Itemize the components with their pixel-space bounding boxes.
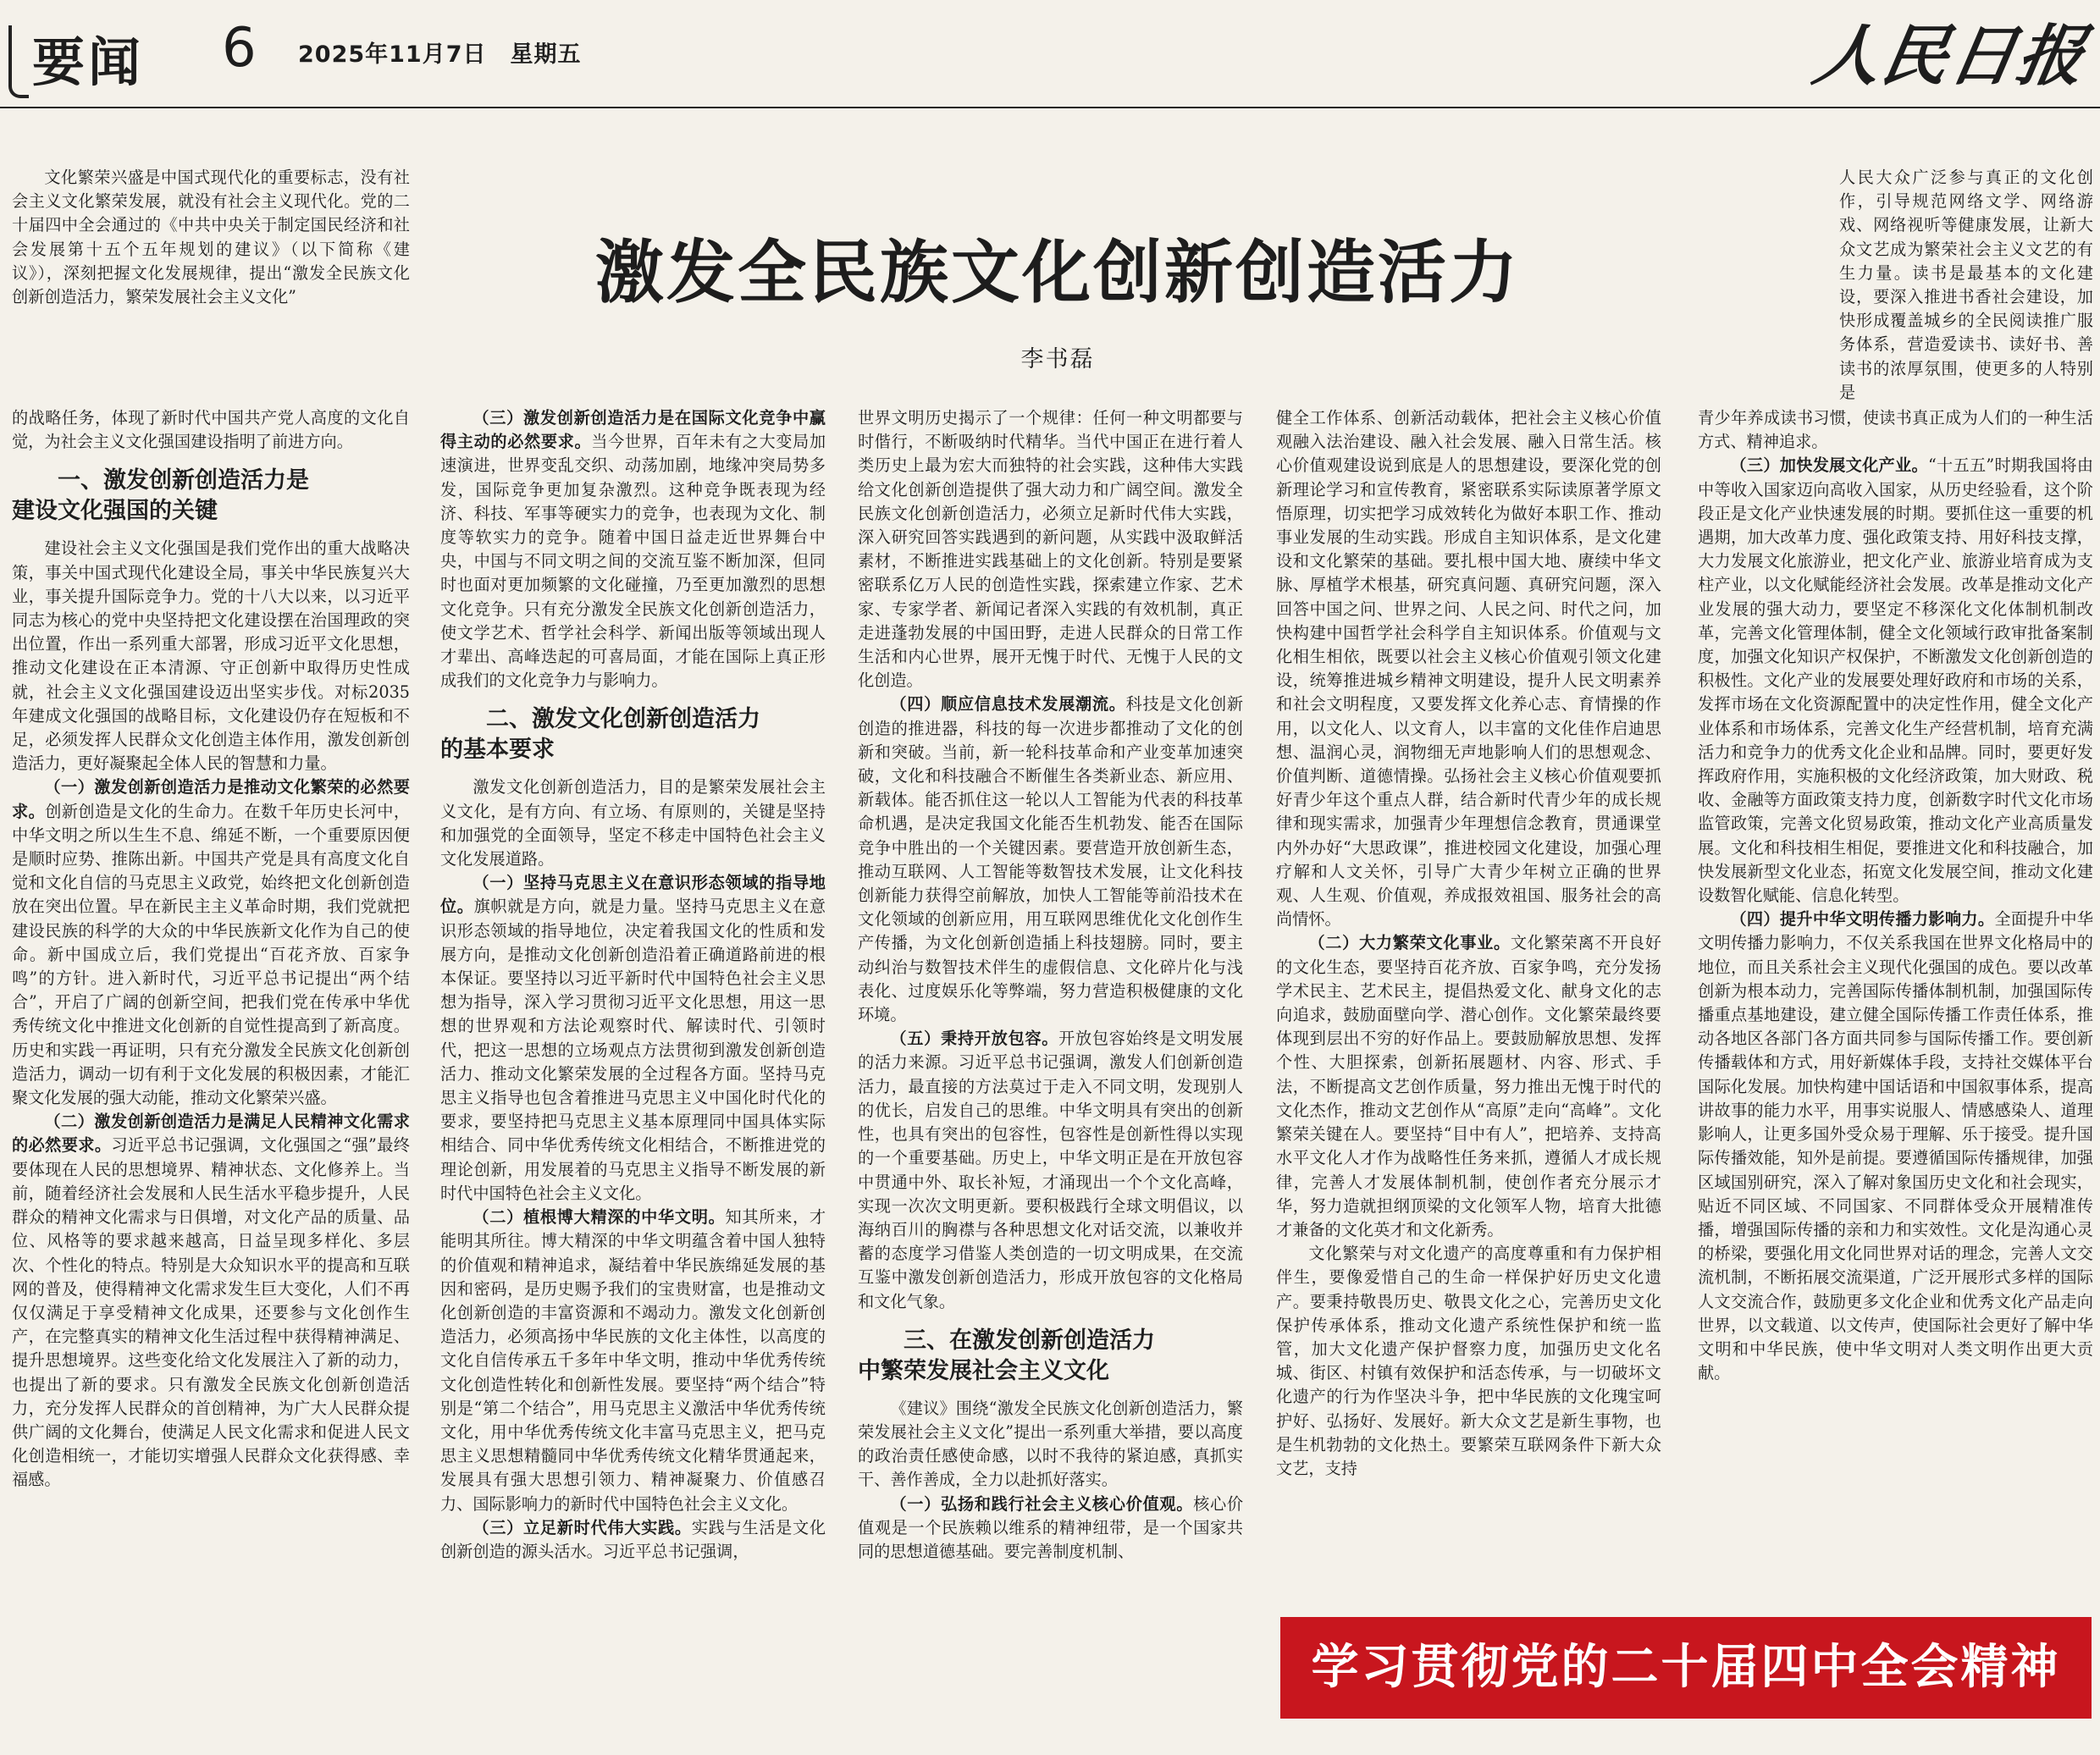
paragraph-text: 核心价值观是一个民族赖以维系的精神纽带，是一个国家共同的思想道德基础。要完善制度机制、	[858, 1493, 1244, 1561]
paragraph-text: 创新创造是文化的生命力。在数千年历史长河中，中华文明之所以生生不息、绵延不断，一个重要原因便是顺时应势、推陈出新。中国共产党是具有高度文化自觉和文化自信的马克思主义政党，始终把文化创新创造放在突出位置。早在新民主主义革命时期，我们党就把建设民族的科学的大众的中华民族新文化作为自己的使命。新中国成立后，我们党提出“百花齐放、百家争鸣”的方针。进入新时代，习近平总书记提出“两个结合”，开启了广阔的创新空间，把我们党在传承中华优秀传统文化中推进文化创新的自觉性提高到了新高度。历史和实践一再证明，只有充分激发全民族文化创新创造活力，调动一切有利于文化发展的积极因素，才能汇聚文化发展的强大动能，推动文化繁荣兴盛。	[12, 801, 411, 1108]
subsection-heading: （三）立足新时代伟大实践。	[472, 1517, 692, 1537]
column-5	[1698, 406, 2093, 1385]
paragraph: 健全工作体系、创新活动载体，把社会主义核心价值观融入法治建设、融入社会发展、融入日常生活。核心价值观建设说到底是人的思想建设，要深化党的创新理论学习和宣传教育，紧密联系实际读原著学原文悟原理，切实把学习成效转化为做好本职工作、推动事业发展的生动实践。形成自主知识体系，是文化建设和文化繁荣的基础。要扎根中国大地、赓续中华文脉、厚植学术根基，研究真问题、真研究问题，深入回答中国之问、世界之问、人民之问、时代之问，加快构建中国哲学社会科学自主知识体系。价值观与文化相生相依，既要以社会主义核心价值观引领文化建设，统筹推进城乡精神文明建设，提升人民文明素养和社会文明程度，又要发挥文化养心志、育情操的作用，以文化人、以文育人，以丰富的文化佳作启迪思想、温润心灵，润物细无声地影响人们的思想观念、价值判断、道德情操。弘扬社会主义核心价值观要抓好青少年这个重点人群，结合新时代青少年的成长规律和现实需求，加强青少年理想信念教育，贯通课堂内外办好“大思政课”，推进校园文化建设，加强心理疗解和人文关怀，引导广大青少年树立正确的世界观、人生观、价值观，养成报效祖国、服务社会的高尚情怀。	[1276, 408, 1661, 930]
column-3	[858, 406, 1243, 1564]
paragraph	[440, 871, 826, 1206]
paragraph	[440, 1516, 826, 1564]
page-number: 6	[222, 17, 257, 80]
section-heading-line: 二、激发文化创新创造活力	[486, 706, 760, 733]
column-4	[1276, 406, 1661, 1481]
paragraph	[858, 693, 1243, 1027]
paragraph	[440, 406, 826, 693]
paragraph-text: 科技是文化创新创造的推进器，科技的每一次进步都推动了文化的创新和突破。当前，新一轮科技革命和产业变革加速突破，文化和科技融合不断催生各类新业态、新应用、新载体。能否抓住这一轮以人工智能为代表的科技革命机遇，是决定我国文化能否生机勃发、能否在国际竞争中胜出的一个关键因素。要营造开放创新生态，推动互联网、人工智能等数智技术发展，让文化科技创新能力获得空前解放，加快人工智能等前沿技术在文化领域的创新应用，用互联网思维优化文化创作生产传播，为文化创新创造插上科技翅膀。同时，要主动纠治与数智技术伴生的虚假信息、文化碎片化与浅表化、过度娱乐化等弊端，努力营造积极健康的文化环境。	[858, 694, 1244, 1025]
column-banner: 学习贯彻党的二十届四中全会精神	[1280, 1617, 2092, 1719]
subsection-heading: （四）顺应信息技术发展潮流。	[890, 694, 1126, 715]
section-heading-1	[12, 466, 410, 527]
paragraph	[12, 775, 410, 1110]
header-rule	[0, 107, 2100, 108]
subsection-heading: （五）秉持开放包容。	[890, 1029, 1059, 1049]
paragraph: 的战略任务，体现了新时代中国共产党人高度的文化自觉，为社会主义文化强国建设指明了前进方向。	[12, 408, 410, 452]
intro-right-text: 人民大众广泛参与真正的文化创作，引导规范网络文学、网络游戏、网络视听等健康发展，让新大众文艺成为繁荣社会主义文艺的有生力量。读书是最基本的文化建设，要深入推进书香社会建设，加快形成覆盖城乡的全民阅读推广服务体系，营造爱读书、读好书、善读书的浓厚氛围，使更多的人特别是	[1839, 168, 2093, 402]
section-heading-line: 建设文化强国的关键	[12, 498, 218, 525]
column-1	[12, 406, 410, 1493]
newspaper-logo: 人民日报	[1807, 18, 2092, 95]
paragraph-text: “十五五”时期我国将由中等收入国家迈向高收入国家，从历史经验看，这个阶段正是文化产业快速发展的时期。要抓住这一重要的机遇期，加大改革力度、强化政策支持、用好科技支撑，大力发展文化旅游业，把文化产业、旅游业培育成为支柱产业，以文化赋能经济社会发展。改革是推动文化产业发展的强大动力，要坚定不移深化文化体制机制改革，完善文化管理体制，健全文化领域行政审批备案制度，加强文化知识产权保护，不断激发文化创新创造的积极性。文化产业的发展要处理好政府和市场的关系，发挥市场在文化资源配置中的决定性作用，健全文化产业体系和市场体系，完善文化生产经营机制，培育充满活力和竞争力的优秀文化企业和品牌。同时，要更好发挥政府作用，实施积极的文化经济政策，加大财政、税收、金融等方面政策支持力度，创新数字时代文化市场监管政策，完善文化贸易政策，推动文化产业高质量发展。文化和科技相生相促，要推进文化和科技融合，加快发展新型文化业态，拓宽文化发展空间，推动文化建设数智化赋能、信息化转型。	[1698, 455, 2094, 906]
paragraph	[1276, 931, 1661, 1242]
paragraph-text: 习近平总书记强调，文化强国之“强”最终要体现在人民的思想境界、精神状态、文化修养上。当前，随着经济社会发展和人民生活水平稳步提升，人民群众的精神文化需求与日俱增，对文化产品的质量、品位、风格等的要求越来越高，日益呈现多样化、多层次、个性化的特点。特别是大众知识水平的提高和互联网的普及，使得精神文化需求发生巨大变化，人们不再仅仅满足于享受精神文化成果，还要参与文化创作生产，在完整真实的精神文化生活过程中获得精神满足、提升思想境界。这些变化给文化发展注入了新的动力，也提出了新的要求。只有激发全民族文化创新创造活力，充分发挥人民群众的首创精神，为广大人民群众提供广阔的文化舞台，使满足人民文化需求和促进人民文化创造相统一，才能切实增强人民群众文化获得感、幸福感。	[12, 1135, 410, 1490]
section-bracket	[8, 25, 29, 98]
paragraph	[440, 1206, 826, 1516]
paragraph	[12, 1110, 410, 1492]
paragraph-text: 当今世界，百年未有之大变局加速演进，世界变乱交织、动荡加剧，地缘冲突局势多发，国际竞争更加复杂激烈。这种竞争既表现为经济、科技、军事等硬实力的竞争，也表现为文化、制度等软实力的竞争。随着中国日益走近世界舞台中央，中国与不同文明之间的交流互鉴不断加深，但同时也面对更加频繁的文化碰撞，乃至更加激烈的思想文化竞争。只有充分激发全民族文化创新创造活力，使文学艺术、哲学社会科学、新闻出版等领域出现人才辈出、高峰迭起的可喜局面，才能在国际上真正形成我们的文化竞争力与影响力。	[440, 432, 826, 691]
section-heading-line: 的基本要求	[440, 737, 555, 764]
paragraph	[858, 1493, 1243, 1565]
section-heading-line: 中繁荣发展社会主义文化	[858, 1357, 1109, 1384]
paragraph	[1698, 454, 2093, 908]
intro-left	[12, 166, 410, 309]
subsection-heading: （三）加快发展文化产业。	[1730, 455, 1928, 476]
subsection-heading: （二）激发创新创造活力是满足人民精神文化需求的必然要求。	[12, 1112, 410, 1156]
section-heading-3	[858, 1326, 1243, 1387]
paragraph: 建设社会主义文化强国是我们党作出的重大战略决策，事关中国式现代化建设全局，事关中华民族复兴大业，事关提升国际竞争力。党的十八大以来，以习近平同志为核心的党中央坚持把文化建设摆在治国理政的突出位置，作出一系列重大部署，形成习近平文化思想，推动文化建设在正本清源、守正创新中取得历史性成就，社会主义文化强国建设迈出坚实步伐。对标2035年建成文化强国的战略目标，文化建设仍存在短板和不足，必须发挥人民群众文化创造主体作用，激发创新创造活力，更好凝聚起全体人民的智慧和力量。	[12, 538, 410, 774]
paragraph: 青少年养成读书习惯，使读书真正成为人们的一种生活方式、精神追求。	[1698, 408, 2093, 452]
subsection-heading: （一）激发创新创造活力是推动文化繁荣的必然要求。	[12, 777, 410, 821]
article-title: 激发全民族文化创新创造活力	[594, 234, 1520, 313]
column-2	[440, 406, 826, 1564]
paragraph-text: 旗帜就是方向，就是力量。坚持马克思主义在意识形态领域的指导地位，决定着我国文化的性质和发展方向，是推动文化创新创造沿着正确道路前进的根本保证。要坚持以习近平新时代中国特色社会主义思想为指导，深入学习贯彻习近平文化思想，用这一思想的世界观和方法论观察时代、解读时代、引领时代，把这一思想的立场观点方法贯彻到激发创新创造活力、推动文化繁荣发展的全过程各方面。坚持马克思主义指导也包含着推进马克思主义中国化时代化的要求，要坚持把马克思主义基本原理同中国具体实际相结合、同中华优秀传统文化相结合，不断推进党的理论创新，用发展着的马克思主义指导不断发展的新时代中国特色社会主义文化。	[440, 897, 826, 1203]
intro-right	[1839, 166, 2093, 405]
subsection-heading: （一）弘扬和践行社会主义核心价值观。	[890, 1493, 1194, 1514]
paragraph: 文化繁荣与对文化遗产的高度尊重和有力保护相伴生，要像爱惜自己的生命一样保护好历史文化遗产。要秉持敬畏历史、敬畏文化之心，完善历史文化保护传承体系，推动文化遗产系统性保护和统一监管，加大文化遗产保护督察力度，加强历史文化名城、街区、村镇有效保护和活态传承，与一切破坏文化遗产的行为作坚决斗争，把中华民族的文化瑰宝呵护好、弘扬好、发展好。新大众文艺是新生事物，也是生机勃勃的文化热土。要繁荣互联网条件下新大众文艺，支持	[1276, 1244, 1661, 1478]
section-heading-2	[440, 704, 826, 765]
section-heading-line: 三、在激发创新创造活力	[904, 1327, 1155, 1354]
paragraph-text: 知其所来，才能明其所往。博大精深的中华文明蕴含着中国人独特的价值观和精神追求，凝结着中华民族绵延发展的基因和密码，是历史赐予我们的宝贵财富，也是推动文化创新创造的丰富资源和不竭动力。激发文化创新创造活力，必须高扬中华民族的文化主体性，以高度的文化自信传承五千多年中华文明，推动中华优秀传统文化创造性转化和创新性发展。要坚持“两个结合”特别是“第二个结合”，用马克思主义激活中华优秀传统文化，用中华优秀传统文化丰富马克思主义，把马克思主义思想精髓同中华优秀传统文化精华贯通起来，发展具有强大思想引领力、精神凝聚力、价值感召力、国际影响力的新时代中国特色社会主义文化。	[440, 1207, 826, 1514]
paragraph	[1698, 908, 2093, 1385]
subsection-heading: （三）激发创新创造活力是在国际文化竞争中赢得主动的必然要求。	[440, 408, 826, 452]
paragraph-text: 实践与生活是文化创新创造的源头活水。习近平总书记强调，	[440, 1517, 826, 1561]
paragraph-text: 开放包容始终是文明发展的活力来源。习近平总书记强调，激发人们创新创造活力，最直接的方法莫过于走入不同文明，发现别人的优长，启发自己的思维。中华文明具有突出的创新性，也具有突出的包容性，包容性是创新性得以实现的一个重要基础。历史上，中华文明正是在开放包容中贯通中外、取长补短，才涌现出一个个文化高峰，实现一次次文明更新。要积极践行全球文明倡议，以海纳百川的胸襟与各种思想文化对话交流，以兼收并蓄的态度学习借鉴人类创造的一切文明成果，在交流互鉴中激发创新创造活力，形成开放包容的文化格局和文化气象。	[858, 1029, 1244, 1311]
subsection-heading: （一）坚持马克思主义在意识形态领域的指导地位。	[440, 873, 826, 917]
paragraph: 《建议》围绕“激发全民族文化创新创造活力，繁荣发展社会主义文化”提出一系列重大举措，要以高度的政治责任感使命感，以时不我待的紧迫感，真抓实干、善作善成，全力以赴抓好落实。	[858, 1398, 1243, 1490]
section-heading-line: 一、激发创新创造活力是	[58, 467, 309, 494]
subsection-heading: （二）大力繁荣文化事业。	[1308, 933, 1511, 953]
subsection-heading: （二）植根博大精深的中华文明。	[472, 1207, 726, 1228]
page-header	[0, 0, 2100, 110]
paragraph	[858, 1027, 1243, 1313]
issue-date: 2025年11月7日 星期五	[298, 41, 582, 68]
paragraph-text: 文化繁荣离不开良好的文化生态，要坚持百花齐放、百家争鸣，充分发扬学术民主、艺术民主，提倡热爱文化、献身文化的志向追求，鼓励面壁向学、潜心创作。文化繁荣最终要体现到层出不穷的好作品上。要鼓励解放思想、发挥个性、大胆探索，创新拓展题材、内容、形式、手法，不断提高文艺创作质量，努力推出无愧于时代的文化杰作，推动文艺创作从“高原”走向“高峰”。文化繁荣关键在人。要坚持“目中有人”，把培养、支持高水平文化人才作为战略性任务来抓，遵循人才成长规律，完善人才发展体制机制，使创作者充分展示才华，努力造就担纲顶梁的文化领军人物，培育大批德才兼备的文化英才和文化新秀。	[1276, 933, 1661, 1239]
paragraph-text: 全面提升中华文明传播力影响力，不仅关系我国在世界文化格局中的地位，而且关系社会主义现代化强国的成色。要以改革创新为根本动力，完善国际传播体制机制，加强国际传播重点基地建设，建立健全国际传播工作责任体系，推动各地区各部门各方面共同参与国际传播工作。要创新传播载体和方式，用好新媒体手段，支持社交媒体平台国际化发展。加快构建中国话语和中国叙事体系，提高讲故事的能力水平，用事实说服人、情感感染人、道理影响人，让更多国外受众易于理解、乐于接受。提升国际传播效能，知外是前提。要遵循国际传播规律，加强区域国别研究，深入了解对象国历史文化和社会现实，贴近不同区域、不同国家、不同群体受众开展精准传播，增强国际传播的亲和力和实效性。文化是沟通心灵的桥梁，要强化用文化同世界对话的理念，完善人文交流机制，不断拓展交流渠道，广泛开展形式多样的国际人文交流合作，鼓励更多文化企业和优秀文化产品走向世界，以文载道、以文传声，使国际社会更好了解中华文明和中华民族，使中华文明对人类文明作出更大贡献。	[1698, 909, 2094, 1383]
section-name: 要闻	[32, 31, 145, 93]
article-author: 李书磊	[1020, 346, 1095, 373]
paragraph: 世界文明历史揭示了一个规律：任何一种文明都要与时偕行，不断吸纳时代精华。当代中国正在进行着人类历史上最为宏大而独特的社会实践，这种伟大实践给文化创新创造提供了强大动力和广阔空间。激发全民族文化创新创造活力，必须立足新时代伟大实践，深入研究回答实践遇到的新问题，从实践中汲取鲜活素材，不断推进实践基础上的文化创新。特别是要紧密联系亿万人民的创造性实践，探索建立作家、艺术家、专家学者、新闻记者深入实践的有效机制，真正走进蓬勃发展的中国田野，走进人民群众的日常工作生活和内心世界，展开无愧于时代、无愧于人民的文化创造。	[858, 408, 1243, 691]
intro-left-text: 文化繁荣兴盛是中国式现代化的重要标志，没有社会主义文化繁荣发展，就没有社会主义现代化。党的二十届四中全会通过的《中共中央关于制定国民经济和社会发展第十五个五年规划的建议》（以下简称《建议》），深刻把握文化发展规律，提出“激发全民族文化创新创造活力，繁荣发展社会主义文化”	[12, 168, 410, 307]
subsection-heading: （四）提升中华文明传播力影响力。	[1730, 909, 1995, 930]
paragraph: 激发文化创新创造活力，目的是繁荣发展社会主义文化，是有方向、有立场、有原则的，关键是坚持和加强党的全面领导，坚定不移走中国特色社会主义文化发展道路。	[440, 777, 826, 869]
